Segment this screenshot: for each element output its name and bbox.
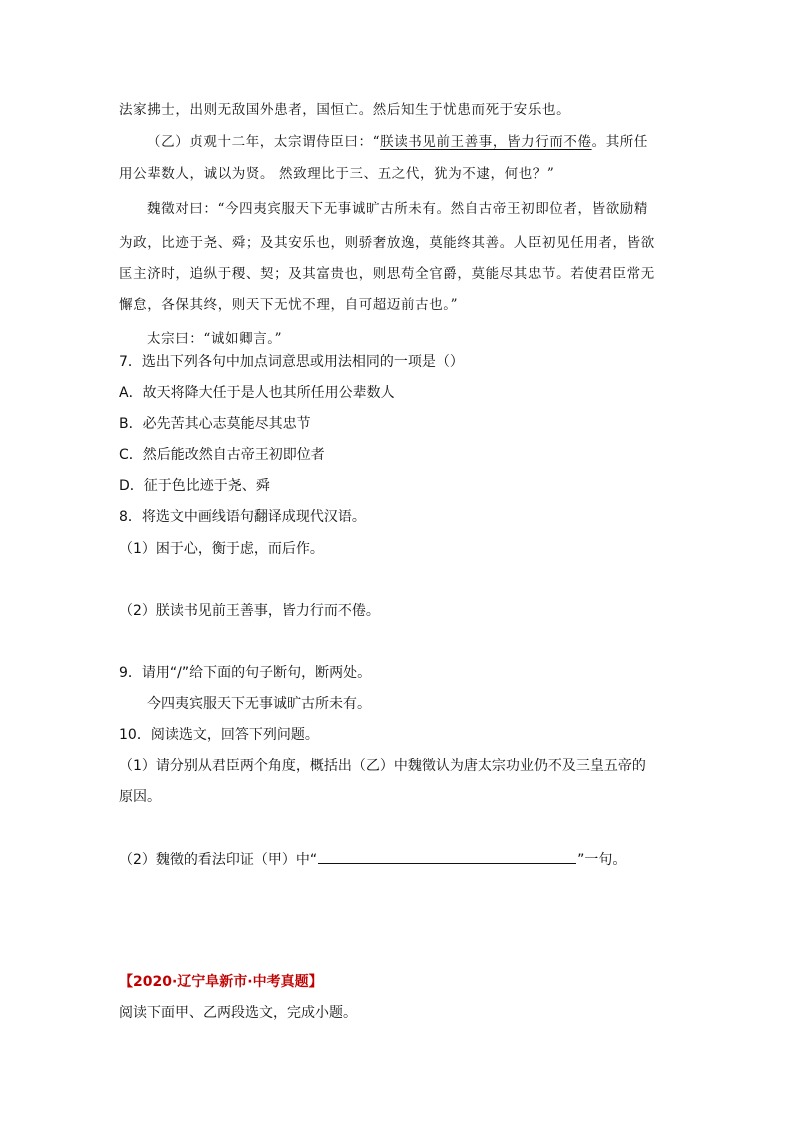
passage-line-2-start: （乙）贞观十二年，太宗谓侍臣曰：“ — [147, 134, 381, 150]
question-8-stem: 8．将选文中画线语句翻译成现代汉语。 — [119, 509, 366, 525]
passage-line-2 — [147, 132, 648, 152]
question-10-sub-2-end: ”一句。 — [577, 852, 627, 868]
question-10-sub-1-line-1: （1）请分别从君臣两个角度，概括出（乙）中魏徵认为唐太宗功业仍不及三皇五帝的 — [119, 758, 646, 774]
question-10-sub-2 — [119, 849, 626, 870]
question-10-stem: 10．阅读选文，回答下列问题。 — [119, 727, 319, 743]
passage-line-5: 为政，比迹于尧、舜；及其安乐也，则骄奢放逸，莫能终其善。人臣初见任用者，皆欲 — [119, 235, 655, 251]
source-tag: 【2020·辽宁阜新市·中考真题】 — [119, 974, 323, 990]
question-8-sub-2: （2）朕读书见前王善事，皆力行而不倦。 — [119, 603, 380, 619]
question-10-sub-2-start: （2）魏徵的看法印证（甲）中“ — [119, 852, 318, 868]
passage-line-1: 法家拂士，出则无敌国外患者，国恒亡。然后知生于忧患而死于安乐也。 — [119, 102, 571, 118]
passage-line-3: 用公辈数人，诚以为贤。 然致理比于三、五之代，犹为不逮，何也？” — [119, 166, 555, 182]
question-7-option-a: A．故天将降大任于是人也其所任用公辈数人 — [119, 385, 395, 401]
passage-line-2-end: 。其所任 — [591, 134, 649, 150]
underlined-sentence: 朕读书见前王善事，皆力行而不倦 — [380, 134, 592, 150]
question-7-option-d: D．征于色比迹于尧、舜 — [119, 478, 270, 494]
answer-blank[interactable] — [318, 849, 576, 864]
question-7-option-c: C．然后能改然自古帝王初即位者 — [119, 447, 325, 463]
question-8-sub-1: （1）困于心，衡于虑，而后作。 — [119, 541, 324, 557]
question-10-sub-1-line-2: 原因。 — [119, 789, 161, 805]
passage-line-8: 太宗曰：“诚如卿言。” — [147, 331, 283, 347]
passage-line-6: 匡主济时，追纵于稷、契；及其富贵也，则思苟全官爵，莫能尽其忠节。若使君臣常无 — [119, 266, 655, 282]
question-7-stem: 7．选出下列各句中加点词意思或用法相同的一项是（） — [119, 354, 464, 370]
passage-line-4: 魏徵对曰：“今四夷宾服天下无事诚旷古所未有。然自古帝王初即位者，皆欲励精 — [147, 201, 649, 217]
passage-line-7: 懈怠，各保其终，则天下无忧不理，自可超迈前古也。” — [119, 297, 459, 313]
question-9-sentence: 今四夷宾服天下无事诚旷古所未有。 — [147, 696, 371, 712]
question-7-option-b: B．必先苦其心志莫能尽其忠节 — [119, 416, 311, 432]
question-9-stem: 9．请用“/”给下面的句子断句，断两处。 — [119, 665, 372, 681]
section-instruction: 阅读下面甲、乙两段选文，完成小题。 — [119, 1005, 357, 1021]
